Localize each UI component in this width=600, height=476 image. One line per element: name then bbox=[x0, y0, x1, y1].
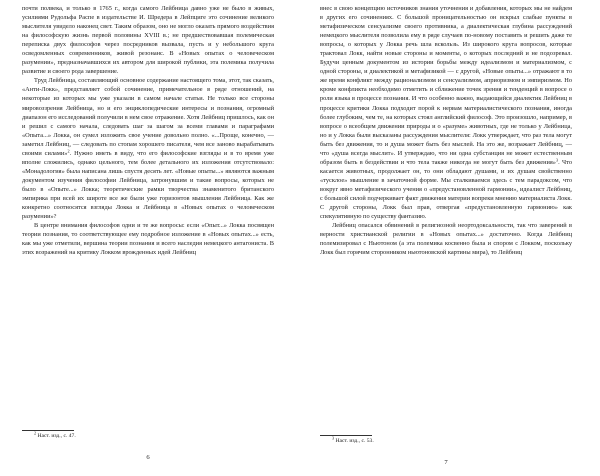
right-footnote-mark: 3 bbox=[332, 435, 335, 441]
paragraph-text: внес в свою концепцию источников знания уточнения и добавления, которых мы не найдем в других его сочинениях. С большой проницательностью он вскрыл слабые пункты в метафизическом сенсуализме своего противника, а диалектическая глубина рассуждений немецкого мыслителя позволила ему в ряде случаев по-новому поставить и решить даже те вопросы, о которых у Локка речь шла вскользь. Из широкого круга вопросов, которые трактовал Локк, найти новые стороны и моменты, о которых последний и не подозревал. Будучи ценным документом из истории борьбы между идеализмом и материализмом, с одной стороны, и диалектикой и метафизикой — с другой, «Новые опыты...» отражают в то же время конфликт между рационализмом и сенсуализмом, априоризмом и эмпиризмом. Но кроме конфликта необходимо отметить и сближение точек зрения и тенденций в вопросе о роли языка в процессе познания. И что особенно важно, выдающийся диалектик Лейбниц в процессе критики Локка подходит порой к нервам материалистического познания, иногда более глубоким, чем те, на которых стоял английский философ. Это произошло, например, в вопросе о всеобщем движении природы и о «разуме» животных, где не только у Лейбница, но и у Локка были высказаны рассуждения мыслителя: Локк утверждает, что раз тела могут быть без движения, то и душа может быть без мыслей. На это же, возражает Лейбниц, — что «душа всегда мыслит». И утверждаю, что ни одна субстанция не может естественным образом быть в бездействии и что тела также никогда не могут быть без движения» bbox=[320, 5, 572, 166]
left-footnote-mark: 2 bbox=[34, 430, 37, 436]
paragraph-text: . Нужно иметь в виду, что его философские взгляды и в то время уже вполне сложились, однако цельного, тем более детального их изложения отсутствовало: «Монадология» была написана лишь спустя десять лет. «Новые опыты...» являются важным документом изучения философии Лейбница, затронувшим и такие вопросы, которых не было в «Опыте...» Локка; теоретические рамки творчества знаменитого британского эмпирика при всей их широте все же были уже горизонтов мышления Лейбница. Как же конкретно соотносятся взгляды Локка и Лейбница в «Новых опытах о человеческом разумении»? bbox=[22, 149, 274, 221]
paragraph bbox=[320, 4, 572, 221]
paragraph bbox=[22, 4, 274, 76]
left-footnote-rule bbox=[22, 430, 74, 431]
right-page-body bbox=[320, 4, 572, 257]
left-footnote bbox=[34, 430, 76, 440]
right-footnote bbox=[332, 435, 374, 445]
paragraph-text: В центре внимания философов одни и те же вопросы: если «Опыт...» Локка посвящен теории познания, то соответствующее ему подробное изложение в «Новых опытах...» есть, как мы уже отметили, вершина теории познания и всего наследия немецкого антагониста. В этих возражений на критику Локком врожденных идей Лейбниц bbox=[22, 222, 274, 257]
left-footnote-text: Наст. изд., с. 47. bbox=[37, 433, 76, 439]
right-footnote-rule bbox=[320, 435, 372, 436]
right-page bbox=[320, 4, 572, 472]
left-page-body bbox=[22, 4, 274, 257]
paragraph bbox=[22, 76, 274, 221]
footnote-reference: 3 bbox=[555, 157, 559, 163]
paragraph-text: Лейбниц опасался обвинений в религиозной неортодоксальности, так что заверений в верности христианской религии в «Новых опытах...» достаточно. Когда Лейбниц полемизировал с Ньютоном (а эта полемика косвенно была и спором с Локком, поскольку Локк был горячим сторонником ньютоновской картины мира), то Лейбниц bbox=[320, 222, 572, 257]
right-footnote-text: Наст. изд., с. 53. bbox=[335, 438, 374, 444]
paragraph bbox=[22, 221, 274, 257]
left-page-number: 6 bbox=[146, 454, 150, 461]
paragraph-text: . Что касается животных, продолжает он, то они обладают душами, и их душам свойственно «тусклое» мышление в зачаточной форме. Мы сталкиваемся здесь с тем парадоксом, что вокруг явно метафизического учения о «предустановленной гармонии», идеалист Лейбниц, с большой силой подчеркивает факт движения материи вопреки мнению материалиста Локк. С другой стороны, Локк был прав, отвергая «предустановленную гармонию» как спекулятивную по существу фантазию. bbox=[320, 158, 572, 221]
left-page bbox=[22, 4, 274, 472]
paragraph bbox=[320, 221, 572, 257]
right-page-number: 7 bbox=[444, 459, 448, 466]
footnote-reference: 2 bbox=[67, 148, 70, 154]
paragraph-text: почти полвека, и только в 1765 г., когда самого Лейбница давно уже не было в живых, усилиями Рудольфа Распе в издательстве И. Шредера в Лейпциге это сочинение великого мыслителя увидело наконец свет. Таким образом, оно не могло оказать прямого воздействия на философскую жизнь первой половины XVIII в.; не предшествовавшая полемическая переписка двух философов через посредников вызвала, пусть и у небольшого круга осведомленных современников, живой резонанс. В «Новых опытах о человеческом разумении», предназначавшихся их автором для широкой публики, эта полемика получила развитие и своего рода завершение. bbox=[22, 5, 274, 76]
paragraph-text: Труд Лейбница, составляющий основное содержание настоящего тома, этот, так сказать, «Анти-Локк», представляет собой сочинение, примечательное в ряде отношений, на некоторые из которых мы уже указали в самом начале статьи. Не только все стороны мировоззрения Лейбница, но и его энциклопедические интересы и познания, огромный диапазон его исследований получили в нем свое отражение. Хотя Лейбниц пришлось, как он и решил с самого начала, следовать шаг за шагом за всеми главами и параграфами «Опыта...» Локка, он сумел изложить свое учение довольно полно. «...Проще, конечно, — заметил Лейбниц, — следовать по стопам хорошего писателя, чем все заново вырабатывать своими силами» bbox=[22, 77, 274, 157]
